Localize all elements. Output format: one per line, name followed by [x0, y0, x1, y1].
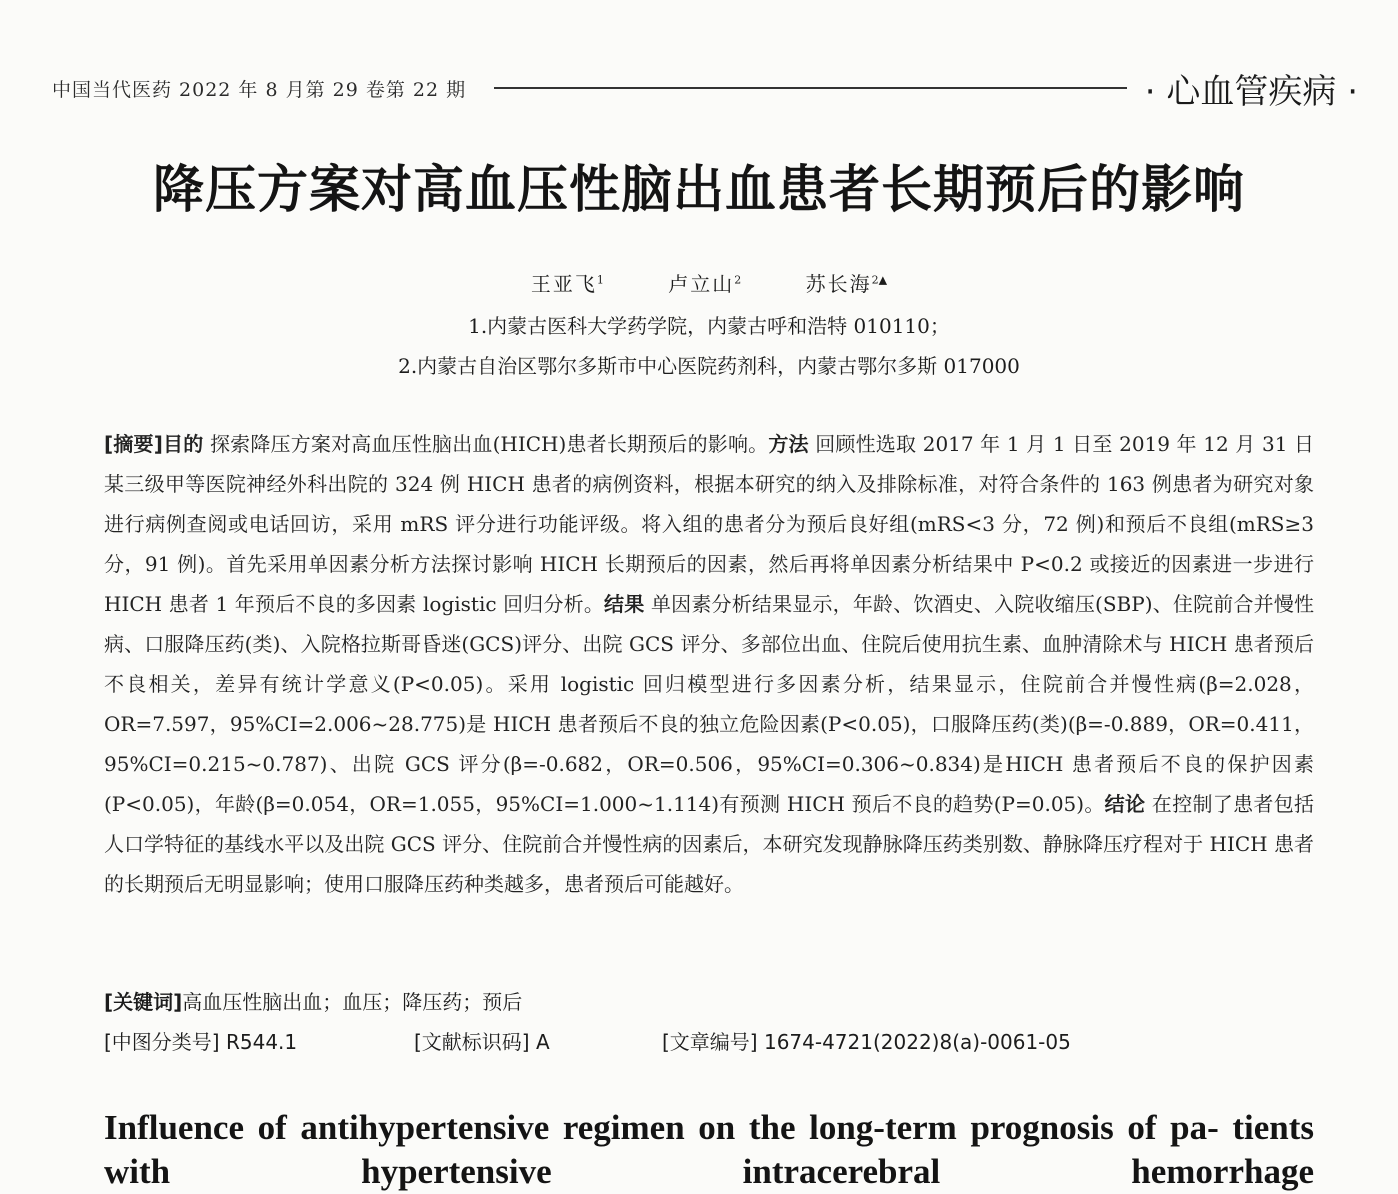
conclusion-text: 在控制了患者包括人口学特征的基线水平以及出院 GCS 评分、住院前合并慢性病的因素后，本研究发现静脉降压药类别数、静脉降压疗程对于 HICH 患者的长期预后无明显影响；使用口服降压药种类越多，患者预后可能越好。	[104, 792, 1314, 896]
keywords	[104, 986, 522, 1015]
affiliation-2: 2.内蒙古自治区鄂尔多斯市中心医院药剂科，内蒙古鄂尔多斯 017000	[398, 354, 1020, 378]
classification-line	[104, 1026, 1071, 1055]
abstract-label: [摘要]	[104, 432, 163, 456]
author: 苏长海$^{2▲}$	[805, 272, 888, 296]
document-code: [文献标识码] A	[414, 1030, 550, 1054]
english-title: Influence of antihypertensive regimen on the long-term prognosis of pa- tients with hypertensive intracerebral hemorrhage	[104, 1108, 1314, 1191]
results-text: 单因素分析结果显示，年龄、饮酒史、入院收缩压(SBP)、住院前合并慢性病、口服降压药(类)、入院格拉斯哥昏迷(GCS)评分、出院 GCS 评分、多部位出血、住院后使用抗生素、血肿清除术与 HICH 患者预后不良相关，差异有统计学意义(P<0.05)。采用 logistic 回归模型进行多因素分析，结果显示，住院前合并慢性病(β=2.028，OR=7.597，95%CI=2.006~28.775)是 HICH 患者预后不良的独立危险因素(P<0.05)，口服降压药(类)(β=-0.889，OR=0.411，95%CI=0.215~0.787)、出院 GCS 评分(β=-0.682，OR=0.506，95%CI=0.306~0.834)是HICH 患者预后不良的保护因素(P<0.05)，年龄(β=0.054，OR=1.055，95%CI=1.000~1.114)有预测 HICH 预后不良的趋势(P=0.05)。	[104, 592, 1314, 816]
keywords-text: 高血压性脑出血；血压；降压药；预后	[182, 990, 523, 1014]
header-rule	[494, 87, 1127, 89]
journal-citation: 中国当代医药 2022 年 8 月第 29 卷第 22 期	[52, 78, 467, 101]
methods-label: 方法	[768, 432, 809, 456]
abstract	[104, 424, 1314, 904]
article-number: [文章编号] 1674-4721(2022)8(a)-0061-05	[662, 1030, 1071, 1054]
author: 王亚飞$^1$	[530, 272, 604, 296]
objective-text: 探索降压方案对高血压性脑出血(HICH)患者长期预后的影响。	[203, 432, 769, 456]
methods-text: 回顾性选取 2017 年 1 月 1 日至 2019 年 12 月 31 日某三级甲等医院神经外科出院的 324 例 HICH 患者的病例资料，根据本研究的纳入及排除标准，对符合条件的 163 例患者为研究对象进行病例查阅或电话回访，采用 mRS 评分进行功能评级。将入组的患者分为预后良好组(mRS<3 分，72 例)和预后不良组(mRS≥3 分，91 例)。首先采用单因素分析方法探讨影响 HICH 长期预后的因素，然后再将单因素分析结果中 P<0.2 或接近的因素进一步进行 HICH 患者 1 年预后不良的多因素 logistic 回归分析。	[104, 432, 1314, 616]
section-name: · 心血管疾病 ·	[1144, 71, 1358, 112]
keywords-label: [关键词]	[104, 990, 183, 1014]
clc-number: [中图分类号] R544.1	[104, 1030, 298, 1054]
results-label: 结果	[604, 592, 645, 616]
author: 卢立山$^2$	[668, 272, 742, 296]
objective-label: 目的	[162, 432, 204, 456]
article-title: 降压方案对高血压性脑出血患者长期预后的影响	[152, 161, 1245, 220]
conclusion-label: 结论	[1104, 792, 1146, 816]
running-header	[52, 66, 1358, 110]
affiliation-1: 1.内蒙古医科大学药学院，内蒙古呼和浩特 010110；	[468, 314, 950, 338]
author-list	[0, 268, 1398, 297]
